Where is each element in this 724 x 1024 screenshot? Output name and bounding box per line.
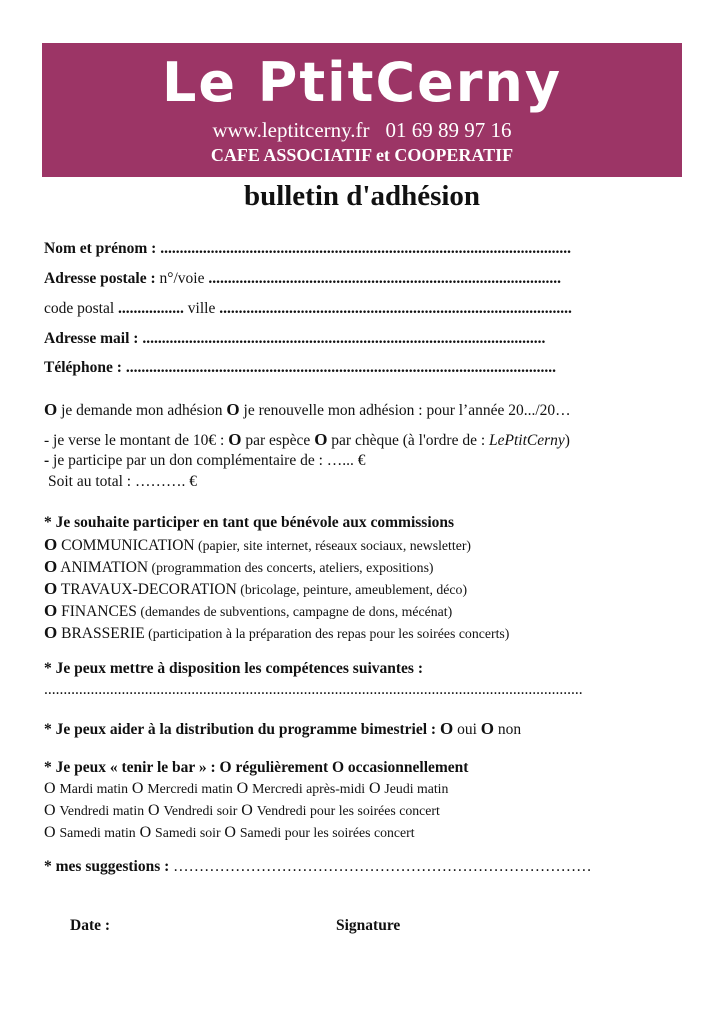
payment-line <box>44 430 570 450</box>
donation-dash: - <box>44 452 50 469</box>
signature-label: Signature <box>336 917 401 934</box>
commission-detail: (participation à la préparation des repas pour les soirées concerts) <box>144 626 510 641</box>
commission-item[interactable] <box>44 535 471 555</box>
bar-row <box>44 802 440 820</box>
slot-checkbox[interactable]: O <box>44 824 56 841</box>
phone-label: Téléphone : <box>44 359 122 376</box>
distribution-line <box>44 719 521 739</box>
cash-checkbox[interactable]: O <box>228 430 242 449</box>
slot-label: Vendredi matin <box>59 803 145 818</box>
commission-name: FINANCES <box>61 603 137 620</box>
header-banner <box>42 43 682 177</box>
website-link[interactable]: www.leptitcerny.fr <box>212 118 370 142</box>
bar-row <box>44 780 448 798</box>
commission-checkbox[interactable]: O <box>44 535 58 554</box>
logo: Le PtitCerny <box>161 51 563 114</box>
address-field[interactable] <box>44 270 561 288</box>
slot-label: Mercredi après-midi <box>252 781 366 796</box>
commission-checkbox[interactable]: O <box>44 557 58 576</box>
donation-text: je participe par un don complémentaire de : …... € <box>49 452 366 469</box>
address-label: Adresse postale : <box>44 270 156 287</box>
commission-detail: (bricolage, peinture, ameublement, déco) <box>236 582 468 597</box>
amount-text: - je verse le montant de 10€ : <box>44 432 229 449</box>
phone-number: 01 69 89 97 16 <box>385 118 512 142</box>
slot-label: Samedi matin <box>59 825 136 840</box>
slot-checkbox[interactable]: O <box>139 824 152 841</box>
renew-membership-label: je renouvelle mon adhésion : pour l’année 20.../20… <box>239 402 571 419</box>
cash-label: par espèce <box>241 432 315 449</box>
commission-name: BRASSERIE <box>61 625 145 642</box>
slot-label: Vendredi pour les soirées concert <box>256 803 440 818</box>
suggestions-dots: ……………………………………………………………………… <box>169 858 592 875</box>
commission-item[interactable] <box>44 623 509 643</box>
slot-checkbox[interactable]: O <box>148 802 160 819</box>
commission-checkbox[interactable]: O <box>44 601 58 620</box>
commission-name: ANIMATION <box>60 559 149 576</box>
postal-city-field[interactable] <box>44 300 572 318</box>
commission-detail: (demandes de subventions, campagne de dons, mécénat) <box>136 604 453 619</box>
commission-item[interactable] <box>44 601 452 621</box>
suggestions-label: * mes suggestions : <box>44 858 170 875</box>
slot-label: Vendredi soir <box>163 803 238 818</box>
city-label: ville <box>187 300 216 317</box>
new-membership-label: je demande mon adhésion <box>57 402 227 419</box>
distribution-no-checkbox[interactable]: O <box>480 719 494 738</box>
phone-field[interactable] <box>44 359 556 377</box>
check-close: ) <box>564 432 570 449</box>
commission-checkbox[interactable]: O <box>44 579 58 598</box>
name-dots: .......................................................................................................... <box>160 240 571 257</box>
postal-label: code postal <box>44 300 115 317</box>
page-title: bulletin d'adhésion <box>243 180 481 212</box>
membership-line <box>44 400 571 420</box>
distribution-yes-checkbox[interactable]: O <box>439 719 454 738</box>
commission-name: TRAVAUX-DECORATION <box>60 581 237 598</box>
commission-detail: (papier, site internet, réseaux sociaux, newsletter) <box>194 538 472 553</box>
commission-detail: (programmation des concerts, ateliers, expositions) <box>148 560 434 575</box>
mail-dots: ........................................................................................................ <box>142 330 546 347</box>
slot-checkbox[interactable]: O <box>241 802 253 819</box>
slot-checkbox[interactable]: O <box>224 824 236 841</box>
slot-checkbox[interactable]: O <box>236 780 249 797</box>
slot-checkbox[interactable]: O <box>368 780 381 797</box>
distribution-no-label: non <box>494 721 522 738</box>
phone-dots: ............................................................................................................... <box>125 359 556 376</box>
skills-heading: * Je peux mettre à disposition les compétences suivantes : <box>44 660 424 677</box>
slot-label: Mercredi matin <box>147 781 233 796</box>
check-label: par chèque (à l'ordre de : <box>327 432 490 449</box>
address-dots: ........................................................................................... <box>208 270 561 287</box>
slot-label: Samedi pour les soirées concert <box>239 825 415 840</box>
slot-checkbox[interactable]: O <box>131 780 144 797</box>
check-checkbox[interactable]: O <box>314 430 328 449</box>
commission-item[interactable] <box>44 579 467 599</box>
distribution-yes-label: oui <box>453 721 481 738</box>
check-payee: LePtitCerny <box>489 432 565 449</box>
commission-name: COMMUNICATION <box>61 537 195 554</box>
new-membership-checkbox[interactable]: O <box>44 400 58 419</box>
city-dots: ........................................................................................... <box>219 300 572 317</box>
slot-checkbox[interactable]: O <box>44 802 56 819</box>
commission-checkbox[interactable]: O <box>44 623 58 642</box>
skills-input[interactable]: ........................................................................................................................................... <box>44 681 583 698</box>
slot-label: Mardi matin <box>59 781 129 796</box>
distribution-text: * Je peux aider à la distribution du programme bimestriel : <box>44 721 440 738</box>
total-line[interactable]: Soit au total : ………. € <box>48 473 197 490</box>
renew-membership-checkbox[interactable]: O <box>226 400 240 419</box>
name-label: Nom et prénom : <box>44 240 157 257</box>
bar-row <box>44 824 415 842</box>
suggestions-field[interactable] <box>44 858 592 876</box>
commission-item[interactable] <box>44 557 434 577</box>
postal-dots: ................. <box>118 300 184 317</box>
date-label: Date : <box>70 917 111 934</box>
mail-label: Adresse mail : <box>44 330 139 347</box>
address-sub-label: n°/voie <box>159 270 205 287</box>
donation-line[interactable] <box>44 452 366 470</box>
slot-checkbox[interactable]: O <box>44 780 56 797</box>
slot-label: Jeudi matin <box>384 781 449 796</box>
tagline: CAFE ASSOCIATIF et COOPERATIF <box>210 145 514 165</box>
name-field[interactable] <box>44 240 571 258</box>
mail-field[interactable] <box>44 330 545 348</box>
volunteer-heading: * Je souhaite participer en tant que bénévole aux commissions <box>44 514 455 531</box>
slot-label: Samedi soir <box>155 825 221 840</box>
contact-line <box>42 118 682 143</box>
bar-heading: * Je peux « tenir le bar » : O régulièrement O occasionnellement <box>44 759 469 776</box>
